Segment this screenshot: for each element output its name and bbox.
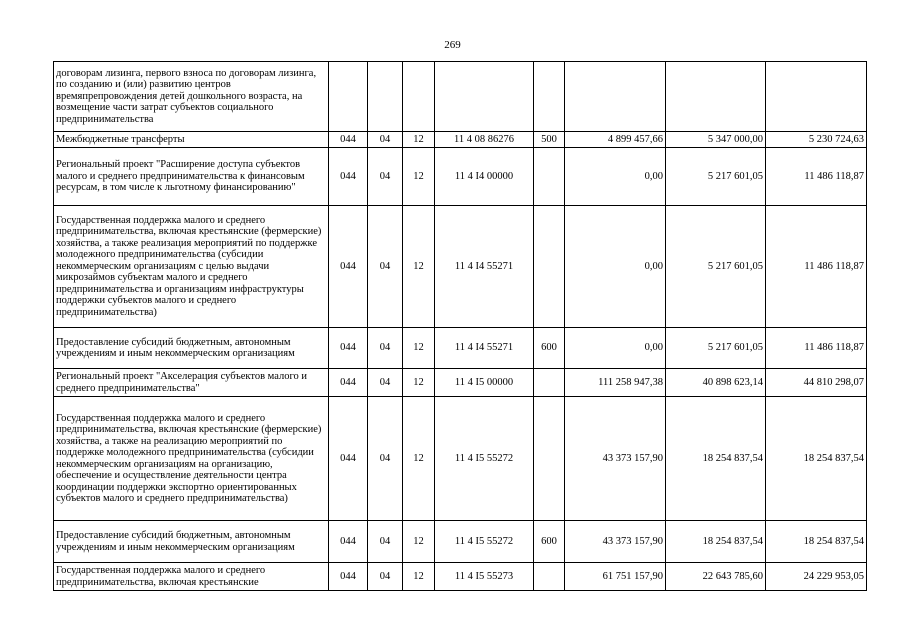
- amount-year-2: [666, 62, 766, 132]
- row-name: Государственная поддержка малого и среднего предпринимательства, включая крестьянские: [54, 563, 329, 591]
- amount-year-3: 18 254 837,54: [766, 521, 867, 563]
- ministry-code: 044: [329, 521, 368, 563]
- section-code: 04: [368, 369, 403, 397]
- budget-table: [53, 61, 867, 591]
- amount-year-2: 5 217 601,05: [666, 328, 766, 369]
- target-article-code: 11 4 I5 55273: [435, 563, 534, 591]
- section-code: 04: [368, 397, 403, 521]
- amount-year-2: 22 643 785,60: [666, 563, 766, 591]
- ministry-code: 044: [329, 369, 368, 397]
- amount-year-1: 4 899 457,66: [565, 132, 666, 148]
- ministry-code: 044: [329, 148, 368, 206]
- subsection-code: 12: [403, 521, 435, 563]
- amount-year-3: 11 486 118,87: [766, 148, 867, 206]
- target-article-code: 11 4 I5 00000: [435, 369, 534, 397]
- amount-year-1: 0,00: [565, 148, 666, 206]
- row-name: Межбюджетные трансферты: [54, 132, 329, 148]
- target-article-code: 11 4 I5 55272: [435, 397, 534, 521]
- amount-year-3: 5 230 724,63: [766, 132, 867, 148]
- amount-year-3: 11 486 118,87: [766, 206, 867, 328]
- ministry-code: 044: [329, 563, 368, 591]
- amount-year-2: 5 347 000,00: [666, 132, 766, 148]
- ministry-code: 044: [329, 328, 368, 369]
- target-article-code: 11 4 I4 55271: [435, 328, 534, 369]
- amount-year-2: 18 254 837,54: [666, 397, 766, 521]
- row-name: Государственная поддержка малого и среднего предпринимательства, включая крестьянские (фермерские) хозяйства, а также на реализацию мероприятий по поддержке молодежного предпринимательства (субсидии некоммерческим организациям на организацию, обеспечение и осуществление деятельности центра координации поддержки экспортно ориентированных субъектов малого и среднего предпринимательства): [54, 397, 329, 521]
- target-article-code: 11 4 I4 55271: [435, 206, 534, 328]
- table-row: [54, 397, 867, 521]
- table-row: [54, 521, 867, 563]
- amount-year-1: 0,00: [565, 206, 666, 328]
- ministry-code: 044: [329, 206, 368, 328]
- subsection-code: 12: [403, 328, 435, 369]
- target-article-code: 11 4 08 86276: [435, 132, 534, 148]
- section-code: 04: [368, 521, 403, 563]
- expense-type-code: [534, 62, 565, 132]
- page-number: 269: [444, 39, 461, 51]
- expense-type-code: [534, 397, 565, 521]
- amount-year-3: 18 254 837,54: [766, 397, 867, 521]
- section-code: [368, 62, 403, 132]
- amount-year-1: 43 373 157,90: [565, 397, 666, 521]
- amount-year-1: 43 373 157,90: [565, 521, 666, 563]
- target-article-code: 11 4 I5 55272: [435, 521, 534, 563]
- table-row: [54, 328, 867, 369]
- table-row: [54, 563, 867, 591]
- row-name: договорам лизинга, первого взноса по договорам лизинга, по созданию и (или) развитию центров времяпрепровождения детей дошкольного возраста, на возмещение части затрат субъектов социального предпринимательства: [54, 62, 329, 132]
- table-row: [54, 369, 867, 397]
- section-code: 04: [368, 563, 403, 591]
- subsection-code: 12: [403, 206, 435, 328]
- expense-type-code: [534, 206, 565, 328]
- section-code: 04: [368, 328, 403, 369]
- subsection-code: 12: [403, 132, 435, 148]
- subsection-code: 12: [403, 148, 435, 206]
- row-name: Предоставление субсидий бюджетным, автономным учреждениям и иным некоммерческим организациям: [54, 328, 329, 369]
- subsection-code: [403, 62, 435, 132]
- target-article-code: [435, 62, 534, 132]
- amount-year-3: 11 486 118,87: [766, 328, 867, 369]
- expense-type-code: 600: [534, 521, 565, 563]
- subsection-code: 12: [403, 397, 435, 521]
- amount-year-1: 61 751 157,90: [565, 563, 666, 591]
- expense-type-code: [534, 563, 565, 591]
- expense-type-code: 600: [534, 328, 565, 369]
- amount-year-3: 24 229 953,05: [766, 563, 867, 591]
- section-code: 04: [368, 206, 403, 328]
- amount-year-1: 0,00: [565, 328, 666, 369]
- subsection-code: 12: [403, 563, 435, 591]
- section-code: 04: [368, 148, 403, 206]
- table-row: [54, 206, 867, 328]
- row-name: Предоставление субсидий бюджетным, автономным учреждениям и иным некоммерческим организациям: [54, 521, 329, 563]
- ministry-code: 044: [329, 132, 368, 148]
- target-article-code: 11 4 I4 00000: [435, 148, 534, 206]
- amount-year-2: 5 217 601,05: [666, 148, 766, 206]
- ministry-code: [329, 62, 368, 132]
- expense-type-code: 500: [534, 132, 565, 148]
- expense-type-code: [534, 148, 565, 206]
- amount-year-1: 111 258 947,38: [565, 369, 666, 397]
- amount-year-1: [565, 62, 666, 132]
- row-name: Региональный проект "Расширение доступа субъектов малого и среднего предпринимательства к финансовым ресурсам, в том числе к льготному финансированию": [54, 148, 329, 206]
- amount-year-2: 18 254 837,54: [666, 521, 766, 563]
- subsection-code: 12: [403, 369, 435, 397]
- amount-year-3: [766, 62, 867, 132]
- row-name: Региональный проект "Акселерация субъектов малого и среднего предпринимательства": [54, 369, 329, 397]
- amount-year-3: 44 810 298,07: [766, 369, 867, 397]
- table-row: [54, 148, 867, 206]
- row-name: Государственная поддержка малого и среднего предпринимательства, включая крестьянские (фермерские) хозяйства, а также реализация мероприятий по поддержке молодежного предпринимательства (субсидии некоммерческим организациям с целью выдачи микрозаймов субъектам малого и среднего предпринимательства и организациям инфраструктуры поддержки субъектов малого и среднего предпринимательства): [54, 206, 329, 328]
- expense-type-code: [534, 369, 565, 397]
- table-row: [54, 132, 867, 148]
- section-code: 04: [368, 132, 403, 148]
- table-row: [54, 62, 867, 132]
- amount-year-2: 5 217 601,05: [666, 206, 766, 328]
- ministry-code: 044: [329, 397, 368, 521]
- amount-year-2: 40 898 623,14: [666, 369, 766, 397]
